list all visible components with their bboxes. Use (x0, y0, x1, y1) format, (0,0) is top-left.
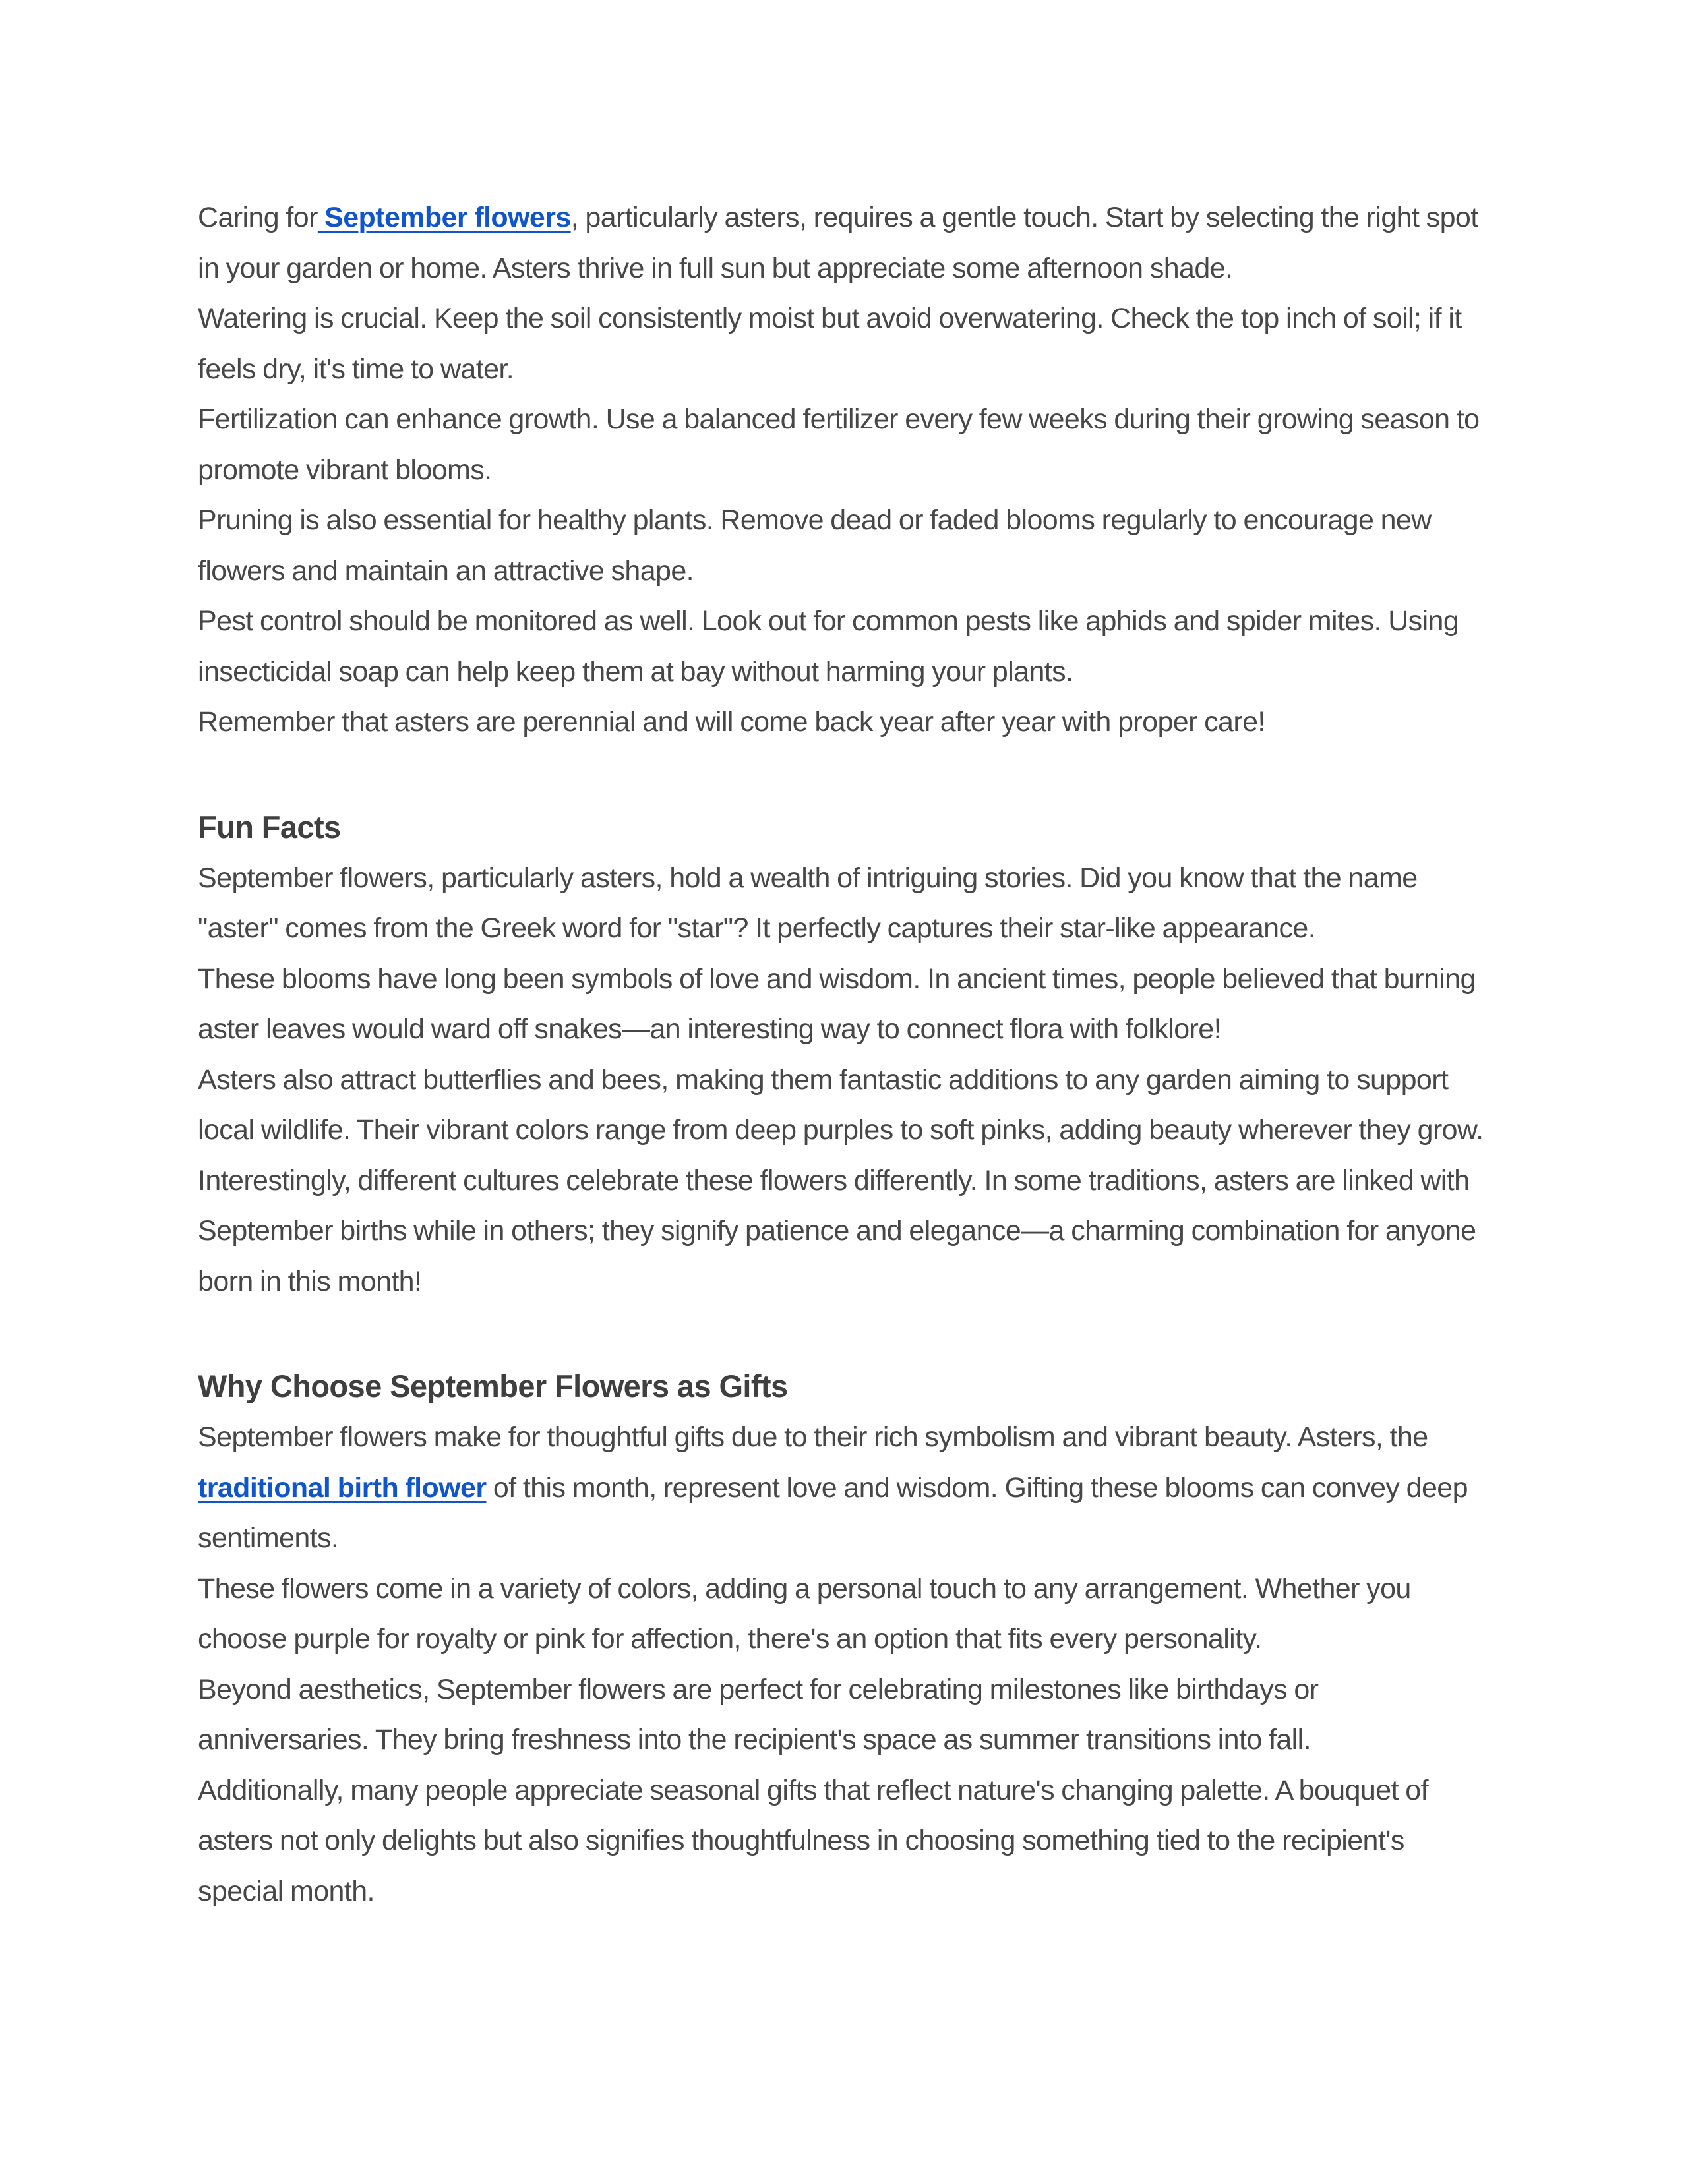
gifts-section (198, 1363, 1490, 1916)
gifts-milestones-paragraph: Beyond aesthetics, September flowers are perfect for celebrating milestones like birthdays or anniversaries. They bring freshness into the recipient's space as summer transitions into fall. (198, 1673, 1319, 1756)
fun-fact-symbolism-paragraph: These blooms have long been symbols of love and wisdom. In ancient times, people believed that burning aster leaves would ward off snakes—an interesting way to connect flora with folklore! (198, 962, 1476, 1045)
fun-fact-name-origin-paragraph: September flowers, particularly asters, hold a wealth of intriguing stories. Did you know that the name "aster" comes from the Greek word for "star"? It perfectly captures their star-like appearance. (198, 862, 1418, 944)
gifts-intro-text-after: of this month, represent love and wisdom. Gifting these blooms can convey deep sentiments. (198, 1471, 1468, 1554)
care-pest-control-paragraph: Pest control should be monitored as well. Look out for common pests like aphids and spider mites. Using insecticidal soap can help keep them at bay without harming your plants. (198, 605, 1459, 688)
fun-facts-section (198, 804, 1490, 1307)
fun-facts-heading: Fun Facts (198, 809, 341, 844)
gifts-intro-text-before: September flowers make for thoughtful gifts due to their rich symbolism and vibrant beauty. Asters, the (198, 1421, 1428, 1453)
section-spacer (198, 1307, 1490, 1363)
gifts-intro-paragraph (198, 1412, 1490, 1564)
article-body (198, 192, 1490, 1916)
care-pruning-paragraph: Pruning is also essential for healthy plants. Remove dead or faded blooms regularly to encourage new flowers and maintain an attractive shape. (198, 504, 1432, 587)
september-flowers-link[interactable]: September flowers (317, 202, 571, 233)
care-intro-text-after: , particularly asters, requires a gentle touch. Start by selecting the right spot in your garden or home. Asters thrive in full sun but appreciate some afternoon shade. (198, 202, 1478, 284)
care-intro-text-before: Caring for (198, 202, 318, 233)
fun-fact-cultures-paragraph: Interestingly, different cultures celebrate these flowers differently. In some traditions, asters are linked with September births while in others; they signify patience and elegance—a charming combination for anyone born in this month! (198, 1164, 1476, 1297)
care-section (198, 192, 1490, 748)
gifts-colors-paragraph: These flowers come in a variety of colors, adding a personal touch to any arrangement. Whether you choose purple for royalty or pink for affection, there's an option that fits every personality. (198, 1572, 1411, 1655)
traditional-birth-flower-link[interactable]: traditional birth flower (198, 1471, 487, 1504)
care-perennial-paragraph: Remember that asters are perennial and will come back year after year with proper care! (198, 706, 1265, 738)
gifts-seasonal-paragraph: Additionally, many people appreciate seasonal gifts that reflect nature's changing palette. A bouquet of asters not only delights but also signifies thoughtfulness in choosing something tied to the recipient's special month. (198, 1774, 1428, 1907)
care-watering-paragraph: Watering is crucial. Keep the soil consistently moist but avoid overwatering. Check the top inch of soil; if it feels dry, it's time to water. (198, 303, 1462, 385)
gifts-heading: Why Choose September Flowers as Gifts (198, 1369, 788, 1403)
care-fertilization-paragraph: Fertilization can enhance growth. Use a balanced fertilizer every few weeks during their growing season to promote vibrant blooms. (198, 403, 1480, 486)
fun-fact-wildlife-paragraph: Asters also attract butterflies and bees, making them fantastic additions to any garden aiming to support local wildlife. Their vibrant colors range from deep purples to soft pinks, adding beauty wherever they grow. (198, 1063, 1484, 1146)
care-intro-paragraph (198, 192, 1490, 293)
section-spacer (198, 748, 1490, 804)
